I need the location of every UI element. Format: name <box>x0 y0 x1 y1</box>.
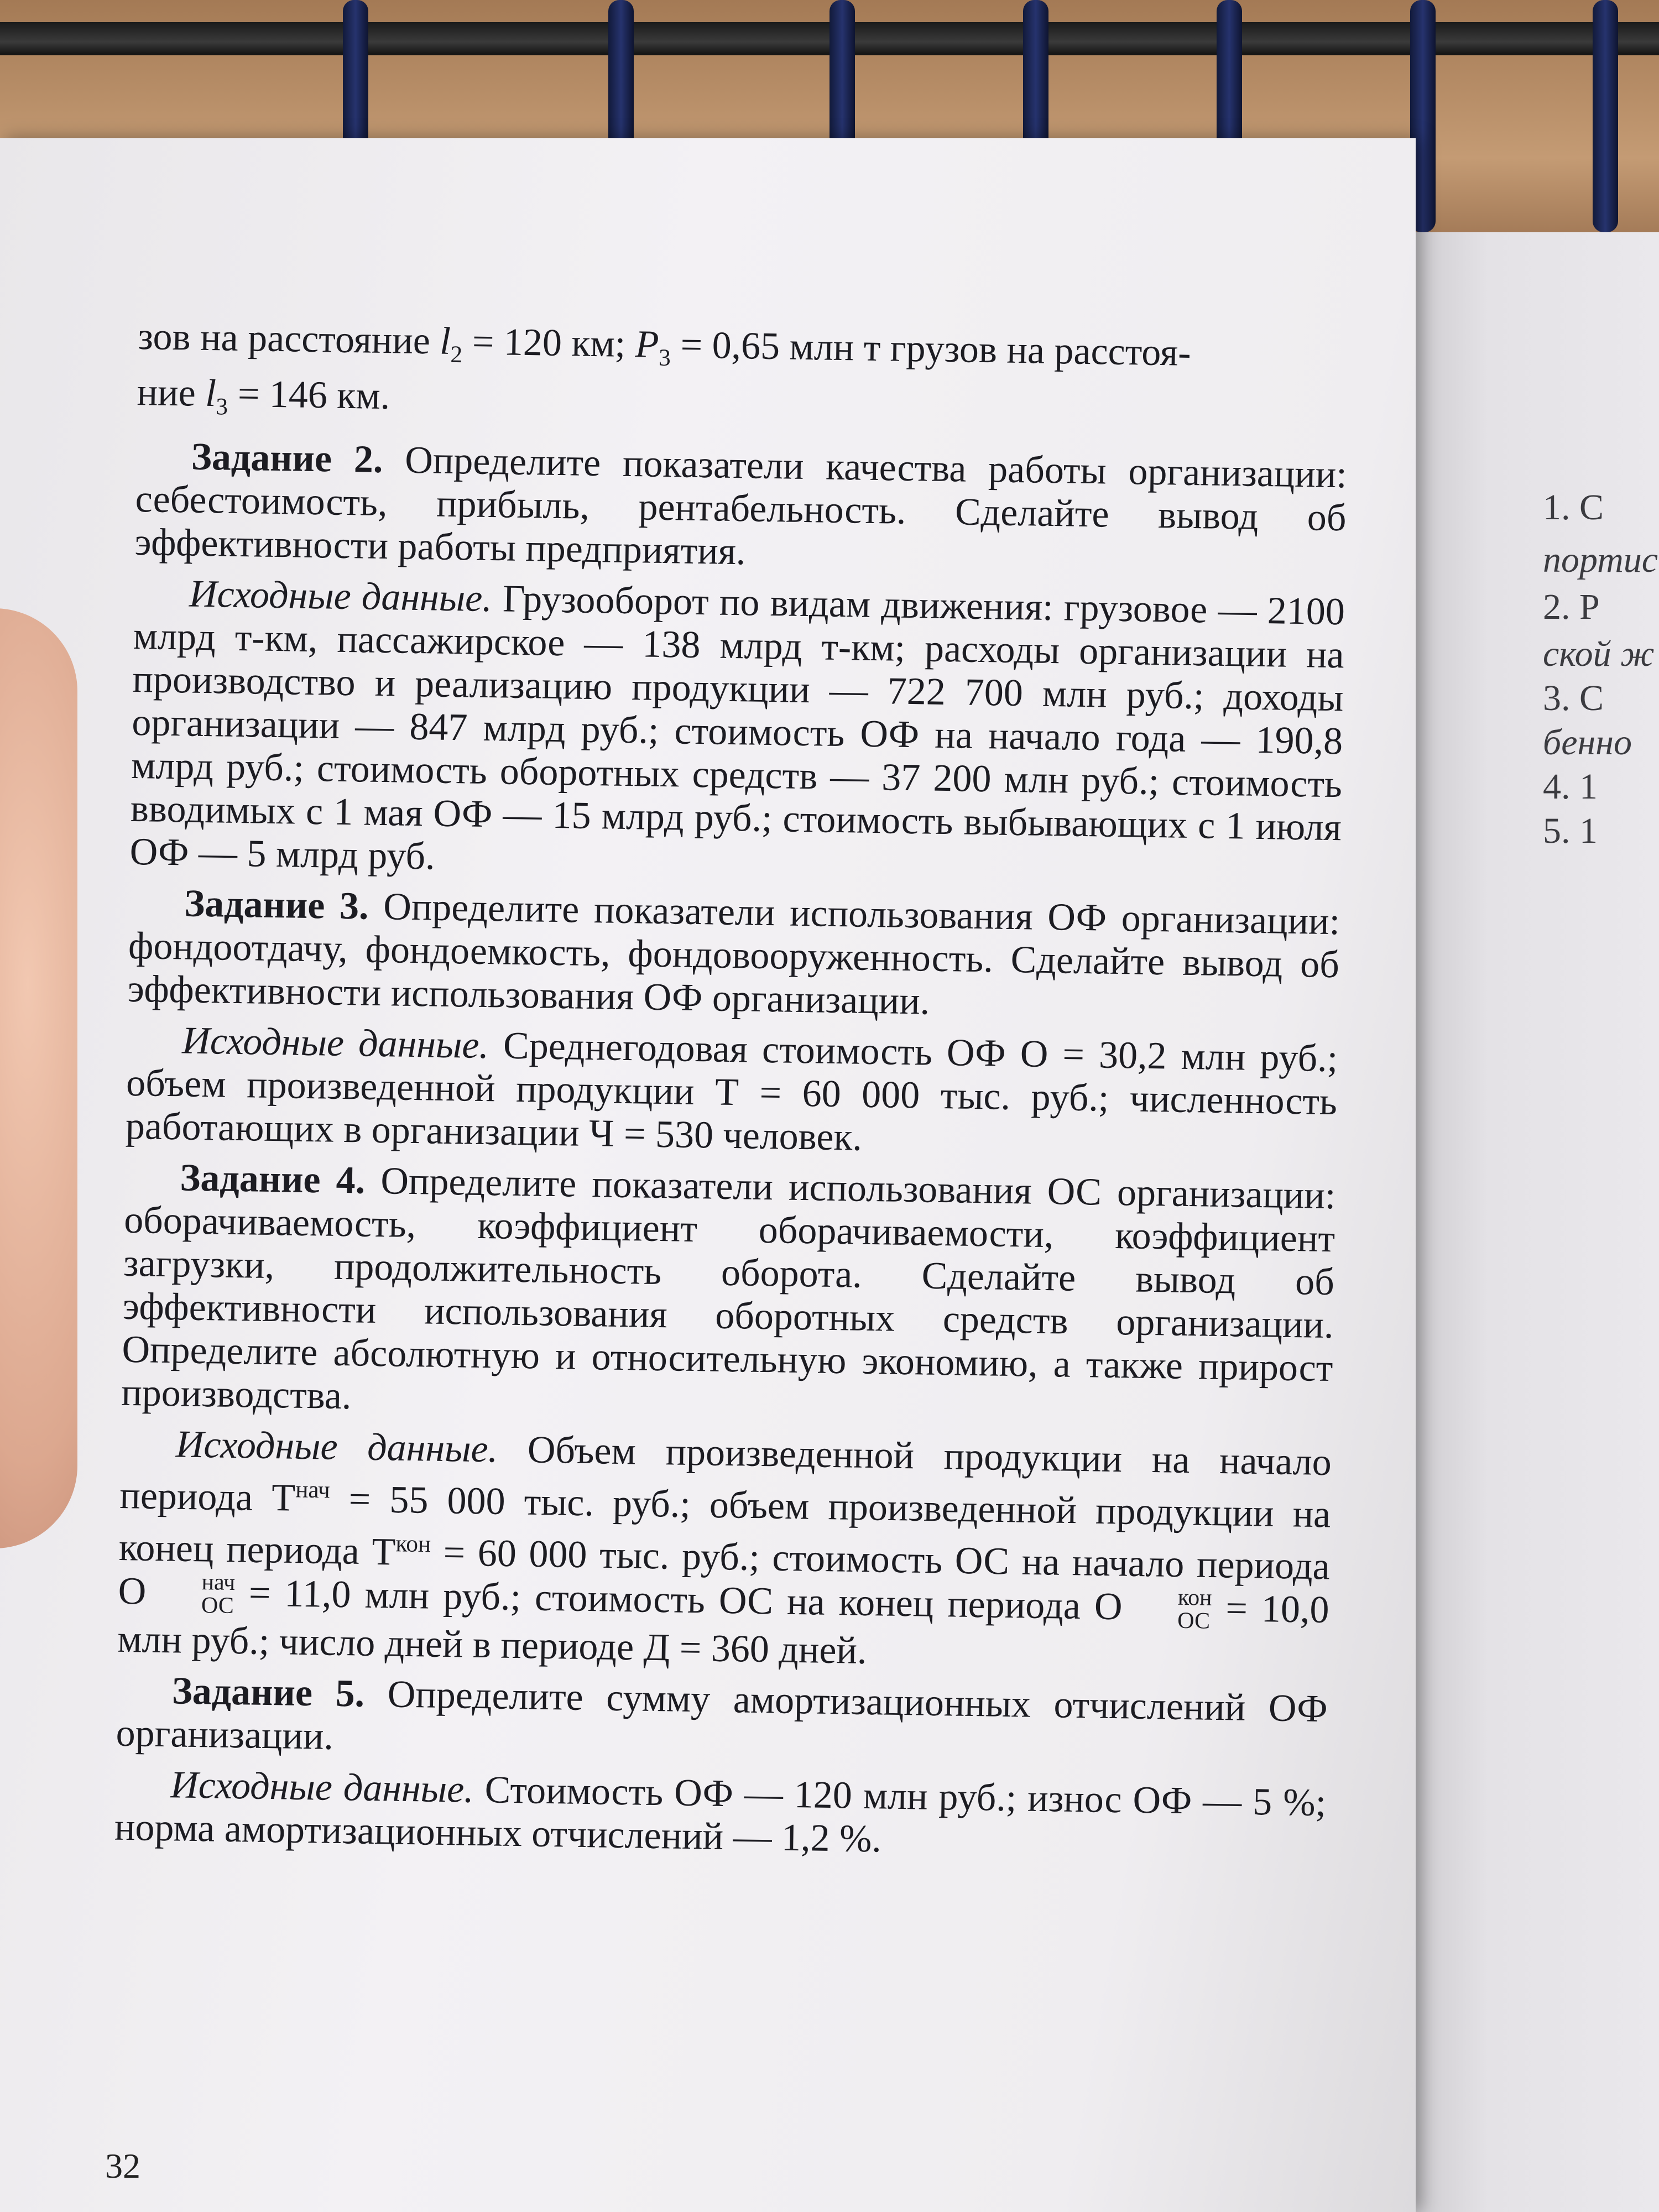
o-end-symbol: О кон ОС <box>1094 1584 1212 1634</box>
given-label: Исходные данные. <box>175 1423 498 1471</box>
adjacent-page-text: 5. 1 <box>1543 811 1598 851</box>
t-start-symbol: $Т^{нач}$ <box>271 1476 331 1520</box>
task-2-label: Задание 2. <box>191 435 384 481</box>
given-label: Исходные данные. <box>189 572 493 620</box>
adjacent-page-text: бенно <box>1543 722 1632 763</box>
adjacent-page-text: 1. С <box>1543 487 1604 528</box>
task-5-text: Определите сумму амортизационных отчислений ОФ организации. <box>116 1672 1328 1758</box>
task-5-label: Задание 5. <box>171 1669 365 1715</box>
task-4-label: Задание 4. <box>179 1156 366 1202</box>
task-3-given <box>125 1019 1338 1167</box>
task-4-text: Определите показатели использования ОС организации: оборачиваемость, коэффициент оборачиваемости, коэффициент загрузки, продолжительность оборота. Сделайте вывод об эффективности использования оборотных средств организации. Определите абсолютную и относительную экономию, а также прирост производства. <box>121 1159 1336 1418</box>
adjacent-page <box>1416 232 1659 2212</box>
task-4-given: Исходные данные. Объем произведенной продукции на начало периода $Т^{нач} = 55$ 000 тыс. руб.; объем произведенной продукции на конец периода $Т^{кон} = 60$ 000 тыс. руб.; стоимость ОС на начало периода О нач ОС = 11,0 млн руб.; стоимость ОС на конец периода О кон ОС = 10,0 млн руб.; число дней в периоде Д = 360 дней. <box>117 1423 1332 1672</box>
given-label: Исходные данные. <box>170 1763 474 1811</box>
intro-paragraph: зов на расстояние $l_2 = 120$ км; $P_3 = 0,65$ млн т грузов на расстоя- ние $l_3 = 146$ км. <box>137 315 1192 420</box>
task-5-given-text: Стоимость ОФ — 120 млн руб.; износ ОФ — 5 %; норма амортизационных отчислений — 1,2 %. <box>114 1768 1327 1861</box>
task-2 <box>134 435 1347 583</box>
o-start-symbol: О нач ОС <box>118 1569 236 1619</box>
task-5-given <box>114 1762 1326 1867</box>
chair-rung <box>1593 0 1618 232</box>
task-2-given-text: Грузооборот по видам движения: грузовое — 2100 млрд т-км, пассажирское — 138 млрд т-км; расходы организации на производство и реализацию продукции — 722 700 млн руб.; доходы организации — 847 млрд руб.; стоимость ОФ на начало года — 190,8 млрд руб.; стоимость оборотных средств — 37 200 млн руб.; стоимость вводимых с 1 мая ОФ — 15 млрд руб.; стоимость выбывающих с 1 июля ОФ — 5 млрд руб. <box>129 577 1345 878</box>
t-end-symbol: $Т^{кон}$ <box>371 1530 431 1574</box>
adjacent-page-text: ской ж <box>1543 634 1655 674</box>
task-3-text: Определите показатели использования ОФ организации: фондоотдачу, фондоемкость, фондовооруженность. Сделайте вывод об эффективности использования ОФ организации. <box>127 885 1340 1023</box>
task-3-label: Задание 3. <box>184 882 369 928</box>
task-2-given <box>129 572 1345 893</box>
adjacent-page-text: портис <box>1543 540 1658 580</box>
finger <box>0 608 77 1548</box>
task-3-given-text: Среднегодовая стоимость ОФ О = 30,2 млн руб.; объем произведенной продукции Т = 60 000 тыс. руб.; численность работающих в организации Ч = 530 человек. <box>125 1024 1338 1159</box>
adjacent-page-text: 4. 1 <box>1543 766 1598 807</box>
task-3 <box>127 881 1340 1030</box>
page-number: 32 <box>105 2146 140 2185</box>
task-5 <box>116 1668 1328 1773</box>
task-2-text: Определите показатели качества работы организации: себестоимость, прибыль, рентабельность. Сделайте вывод об эффективности работы предприятия. <box>134 438 1348 573</box>
adjacent-page-text: 2. Р <box>1543 587 1600 627</box>
page-text <box>114 315 1349 1876</box>
task-4 <box>121 1156 1336 1433</box>
given-label: Исходные данные. <box>181 1019 489 1067</box>
adjacent-page-text: 3. С <box>1543 678 1604 718</box>
